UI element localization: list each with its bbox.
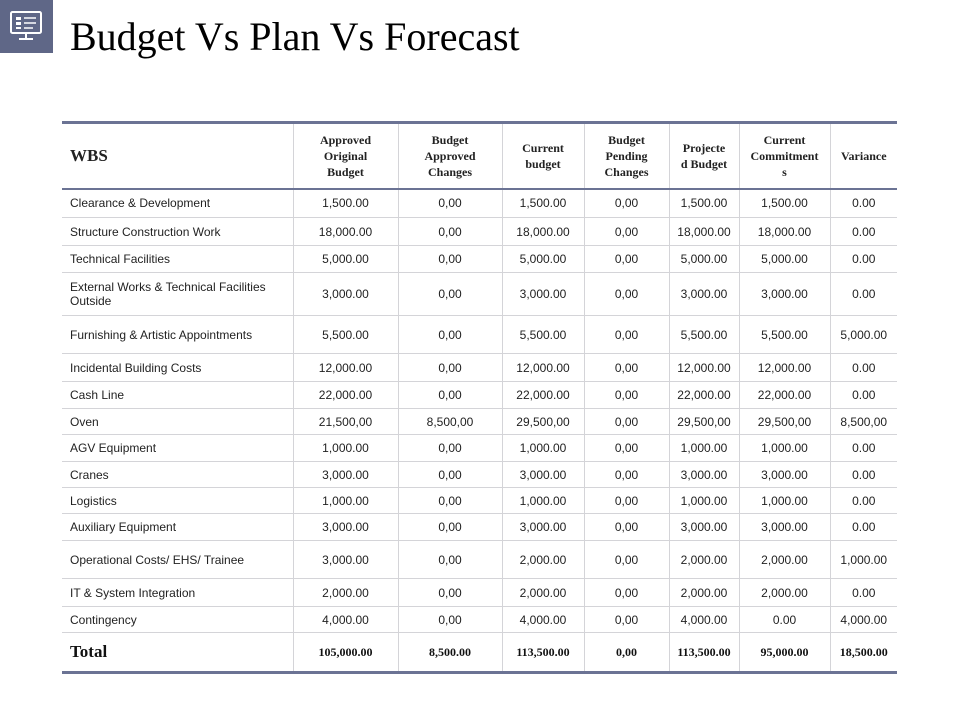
wbs-cell: Technical Facilities [62,246,293,273]
value-cell: 0,00 [584,382,669,409]
value-cell: 8,500,00 [830,409,897,435]
value-cell: 12,000.00 [502,354,584,382]
value-cell: 12,000.00 [739,354,830,382]
value-cell: 29,500,00 [502,409,584,435]
value-cell: 0,00 [584,514,669,541]
wbs-cell: Auxiliary Equipment [62,514,293,541]
value-cell: 29,500,00 [739,409,830,435]
total-projected-budget [669,633,739,673]
value-cell: 5,500.00 [293,316,398,354]
wbs-cell: AGV Equipment [62,435,293,462]
value-cell: 1,000.00 [293,488,398,514]
value-cell: 0,00 [584,579,669,607]
value-cell: 2,000.00 [502,541,584,579]
value-cell: 2,000.00 [669,541,739,579]
column-header-wbs: WBS [62,123,293,189]
value-cell: 1,000.00 [502,488,584,514]
value-cell: 3,000.00 [739,273,830,316]
value-cell: 0,00 [584,488,669,514]
value-cell: 3,000.00 [293,514,398,541]
value-cell: 1,000.00 [739,435,830,462]
table-row [62,541,897,579]
total-approved-original-budget: 105,000.00 [293,633,398,673]
value-cell: 0.00 [830,189,897,218]
value-cell: 5,000.00 [502,246,584,273]
value-cell: 0,00 [398,435,502,462]
table-row [62,579,897,607]
wbs-cell: IT & System Integration [62,579,293,607]
value-cell: 5,000.00 [669,246,739,273]
value-cell: 4,000.00 [669,607,739,633]
column-header-budget-approved-changes: Budget Approved Changes [398,123,502,189]
value-cell: 0,00 [398,488,502,514]
value-cell: 5,000.00 [830,316,897,354]
wbs-cell: Oven [62,409,293,435]
presentation-board-icon [0,0,53,53]
budget-table [62,121,897,674]
value-cell: 0.00 [739,607,830,633]
value-cell: 0.00 [830,218,897,246]
value-cell: 0.00 [830,514,897,541]
page-title: Budget Vs Plan Vs Forecast [70,14,520,59]
table-row [62,607,897,633]
table-row [62,246,897,273]
value-cell: 0,00 [584,435,669,462]
value-cell: 18,000.00 [293,218,398,246]
value-cell: 1,500.00 [739,189,830,218]
value-cell: 0.00 [830,488,897,514]
value-cell: 3,000.00 [502,462,584,488]
value-cell: 0.00 [830,462,897,488]
value-cell: 5,000.00 [739,246,830,273]
column-header-approved-original-budget: Approved Original Budget [293,123,398,189]
table-row [62,273,897,316]
value-cell: 12,000.00 [293,354,398,382]
value-cell: 3,000.00 [669,462,739,488]
value-cell: 3,000.00 [669,514,739,541]
wbs-cell: Clearance & Development [62,189,293,218]
value-cell: 21,500,00 [293,409,398,435]
value-cell: 22,000.00 [669,382,739,409]
value-cell: 0,00 [398,382,502,409]
table-row [62,435,897,462]
total-current-budget [502,633,584,673]
value-cell: 5,500.00 [502,316,584,354]
wbs-cell: Incidental Building Costs [62,354,293,382]
table-row [62,462,897,488]
total-label: Total [62,633,293,673]
value-cell: 3,000.00 [293,462,398,488]
value-cell: 18,000.00 [739,218,830,246]
value-cell: 0,00 [584,354,669,382]
total-variance: 18,500.00 [830,633,897,673]
value-cell: 2,000.00 [739,541,830,579]
value-cell: 18,000.00 [669,218,739,246]
value-cell: 1,000.00 [669,488,739,514]
value-cell: 0,00 [398,462,502,488]
wbs-cell: Logistics [62,488,293,514]
value-cell: 2,000.00 [502,579,584,607]
table-row [62,488,897,514]
value-cell: 0.00 [830,435,897,462]
value-cell: 4,000.00 [830,607,897,633]
value-cell: 0,00 [584,218,669,246]
value-cell: 0,00 [398,246,502,273]
value-cell: 0,00 [398,354,502,382]
value-cell: 0,00 [584,607,669,633]
value-cell: 0,00 [584,409,669,435]
value-cell: 22,000.00 [293,382,398,409]
wbs-cell: Structure Construction Work [62,218,293,246]
header-row [62,123,897,189]
value-cell: 0,00 [398,514,502,541]
value-cell: 0,00 [584,246,669,273]
value-cell: 18,000.00 [502,218,584,246]
wbs-cell: External Works & Technical Facilities Outside [62,273,293,316]
column-header-budget-pending-changes: Budget Pending Changes [584,123,669,189]
wbs-cell: Furnishing & Artistic Appointments [62,316,293,354]
column-header-current-commitments: Current Commitment s [739,123,830,189]
column-header-projected-budget: Projecte d Budget [669,123,739,189]
value-cell: 5,500.00 [739,316,830,354]
value-cell: 5,000.00 [293,246,398,273]
value-cell: 0,00 [398,273,502,316]
total-row [62,633,897,673]
value-cell: 29,500,00 [669,409,739,435]
column-header-variance: Variance [830,123,897,189]
value-cell: 0,00 [398,607,502,633]
value-cell: 0.00 [830,246,897,273]
value-cell: 1,500.00 [669,189,739,218]
value-cell: 8,500,00 [398,409,502,435]
total-projected-budget-value: 113,500.00 [677,645,731,659]
table-row [62,354,897,382]
value-cell: 22,000.00 [739,382,830,409]
table-body [62,189,897,633]
value-cell: 2,000.00 [739,579,830,607]
value-cell: 3,000.00 [293,273,398,316]
value-cell: 3,000.00 [669,273,739,316]
value-cell: 12,000.00 [669,354,739,382]
table-row [62,189,897,218]
wbs-cell: Cranes [62,462,293,488]
value-cell: 3,000.00 [502,273,584,316]
value-cell: 0.00 [830,382,897,409]
value-cell: 3,000.00 [739,514,830,541]
total-budget-approved-changes: 8,500.00 [398,633,502,673]
value-cell: 1,000.00 [502,435,584,462]
table-row [62,316,897,354]
value-cell: 22,000.00 [502,382,584,409]
value-cell: 5,500.00 [669,316,739,354]
table-row [62,514,897,541]
value-cell: 0,00 [398,189,502,218]
value-cell: 1,000.00 [669,435,739,462]
value-cell: 4,000.00 [502,607,584,633]
value-cell: 0.00 [830,273,897,316]
table-row [62,218,897,246]
value-cell: 0,00 [398,316,502,354]
value-cell: 0,00 [584,316,669,354]
total-budget-pending-changes: 0,00 [584,633,669,673]
value-cell: 0.00 [830,579,897,607]
value-cell: 1,000.00 [830,541,897,579]
value-cell: 1,500.00 [293,189,398,218]
value-cell: 3,000.00 [293,541,398,579]
value-cell: 2,000.00 [293,579,398,607]
column-header-current-budget: Current budget [502,123,584,189]
value-cell: 3,000.00 [739,462,830,488]
value-cell: 3,000.00 [502,514,584,541]
total-current-budget-value: 113,500.00 [516,645,570,659]
value-cell: 0,00 [584,541,669,579]
table-row [62,409,897,435]
value-cell: 0,00 [584,189,669,218]
value-cell: 0,00 [398,541,502,579]
value-cell: 0,00 [398,579,502,607]
value-cell: 0,00 [584,273,669,316]
total-current-commitments: 95,000.00 [739,633,830,673]
wbs-cell: Cash Line [62,382,293,409]
value-cell: 1,000.00 [739,488,830,514]
wbs-cell: Contingency [62,607,293,633]
value-cell: 1,000.00 [293,435,398,462]
value-cell: 4,000.00 [293,607,398,633]
value-cell: 0,00 [398,218,502,246]
value-cell: 2,000.00 [669,579,739,607]
value-cell: 0,00 [584,462,669,488]
wbs-cell: Operational Costs/ EHS/ Trainee [62,541,293,579]
value-cell: 1,500.00 [502,189,584,218]
table-row [62,382,897,409]
value-cell: 0.00 [830,354,897,382]
